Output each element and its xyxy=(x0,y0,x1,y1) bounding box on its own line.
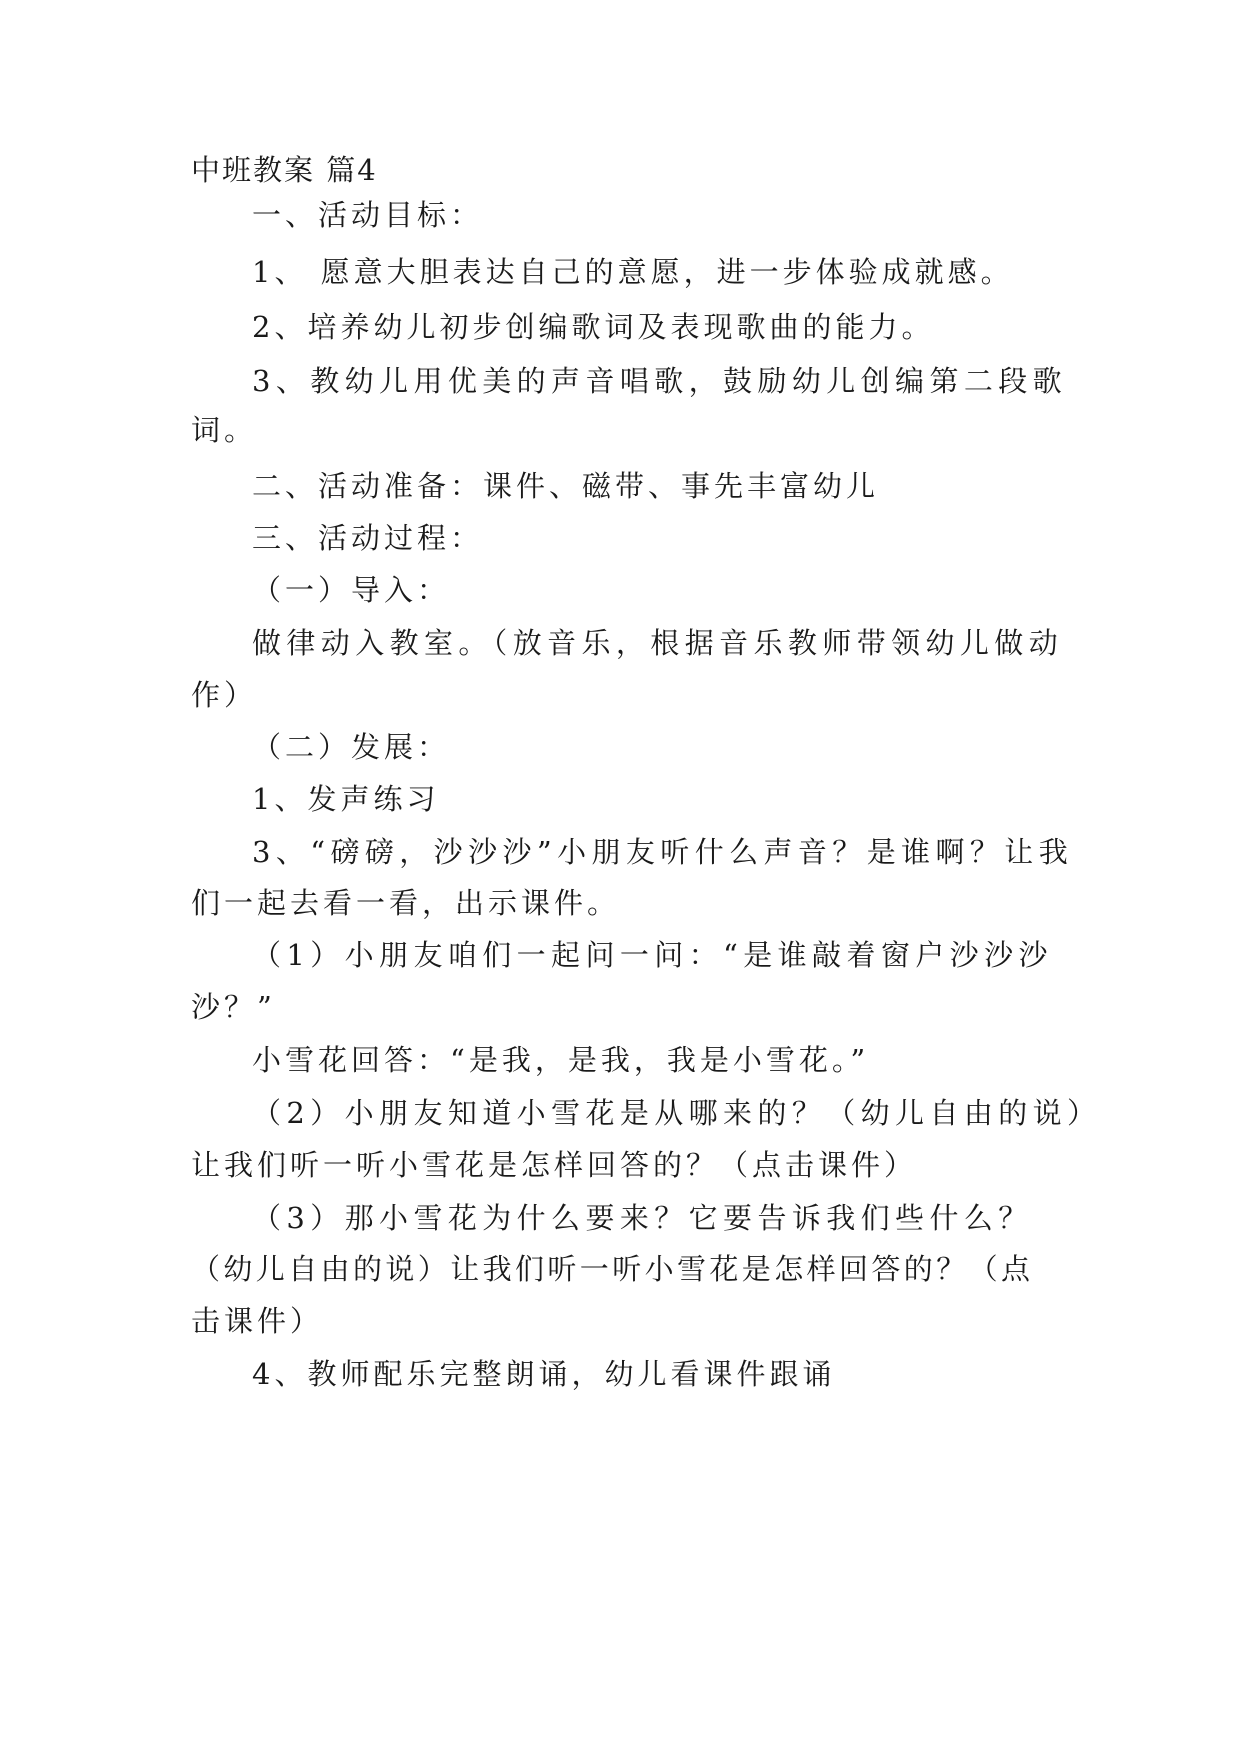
goal-item-2: 2、培养幼儿初步创编歌词及表现歌曲的能力。 xyxy=(252,310,935,344)
question-1-continued: 沙？” xyxy=(191,990,276,1024)
question-3: （3）那小雪花为什么要来？它要告诉我们些什么？ xyxy=(252,1201,1033,1235)
question-1: （1）小朋友咱们一起问一问：“是谁敲着窗户沙沙沙 xyxy=(252,938,1053,972)
step-4-recitation: 4、教师配乐完整朗诵，幼儿看课件跟诵 xyxy=(252,1357,836,1391)
snowflake-answer: 小雪花回答：“是我，是我，我是小雪花。” xyxy=(252,1043,870,1077)
section-heading-process: 三、活动过程： xyxy=(252,521,484,555)
document-title: 中班教案 篇4 xyxy=(191,153,378,187)
goal-item-1: 1、 愿意大胆表达自己的意愿，进一步体验成就感。 xyxy=(252,255,1014,289)
section-heading-goals: 一、活动目标： xyxy=(252,198,484,232)
paragraph-rhythm-continued: 作） xyxy=(191,678,258,712)
subsection-development: （二）发展： xyxy=(252,730,451,764)
question-2: （2）小朋友知道小雪花是从哪来的？（幼儿自由的说） xyxy=(252,1096,1102,1130)
goal-item-3: 3、教幼儿用优美的声音唱歌，鼓励幼儿创编第二段歌 xyxy=(252,364,1068,398)
subsection-intro: （一）导入： xyxy=(252,573,451,607)
question-3-end: 击课件） xyxy=(191,1304,324,1338)
question-3-continued: （幼儿自由的说）让我们听一听小雪花是怎样回答的？（点 xyxy=(191,1252,1034,1286)
paragraph-rhythm: 做律动入教室。（放音乐，根据音乐教师带领幼儿做动 xyxy=(252,626,1064,660)
goal-item-3-continued: 词。 xyxy=(191,413,258,447)
question-2-continued: 让我们听一听小雪花是怎样回答的？（点击课件） xyxy=(191,1148,918,1182)
section-heading-preparation: 二、活动准备：课件、磁带、事先丰富幼儿 xyxy=(252,469,880,503)
step-3-sound-continued: 们一起去看一看，出示课件。 xyxy=(191,886,621,920)
step-3-sound: 3、“磅磅，沙沙沙”小朋友听什么声音？是谁啊？让我 xyxy=(252,835,1074,869)
step-vocal-practice: 1、发声练习 xyxy=(252,782,440,816)
